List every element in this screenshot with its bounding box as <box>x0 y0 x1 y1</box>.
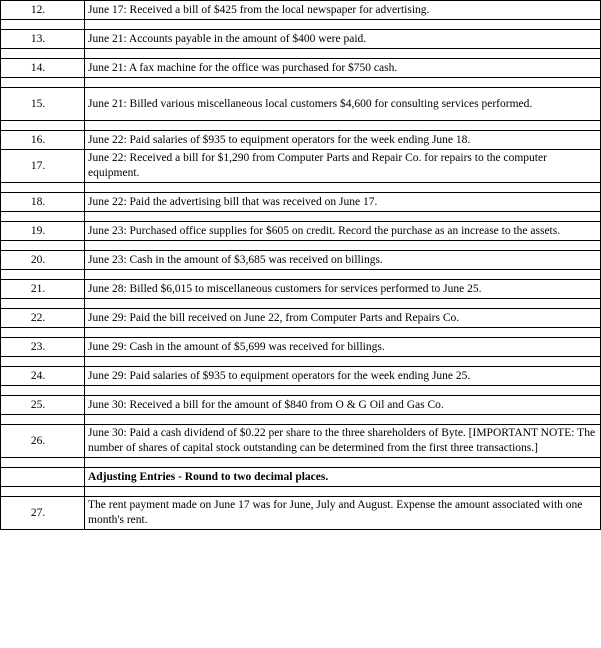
spacer-cell <box>85 49 601 59</box>
transaction-row <box>1 280 601 299</box>
transaction-row <box>1 1 601 20</box>
transaction-row <box>1 88 601 121</box>
row-number <box>1 468 85 487</box>
transaction-row <box>1 150 601 183</box>
row-number: 21. <box>1 280 85 299</box>
row-number: 16. <box>1 131 85 150</box>
spacer-cell <box>85 183 601 193</box>
spacer-cell <box>85 121 601 131</box>
spacer-cell <box>1 487 85 497</box>
row-number: 14. <box>1 59 85 78</box>
row-number: 13. <box>1 30 85 49</box>
spacer-cell <box>1 458 85 468</box>
transaction-description: June 22: Paid salaries of $935 to equipment operators for the week ending June 18. <box>85 131 601 150</box>
spacer-cell <box>85 299 601 309</box>
spacer-cell <box>1 357 85 367</box>
spacer-row <box>1 386 601 396</box>
spacer-row <box>1 183 601 193</box>
spacer-cell <box>1 270 85 280</box>
spacer-cell <box>1 328 85 338</box>
section-title: Adjusting Entries - Round to two decimal places. <box>85 468 601 487</box>
spacer-cell <box>1 299 85 309</box>
transaction-row <box>1 309 601 328</box>
spacer-cell <box>1 386 85 396</box>
transaction-row <box>1 131 601 150</box>
spacer-row <box>1 458 601 468</box>
transaction-row <box>1 30 601 49</box>
transaction-row <box>1 367 601 386</box>
spacer-cell <box>1 121 85 131</box>
spacer-cell <box>1 212 85 222</box>
row-number: 26. <box>1 425 85 458</box>
transaction-description: June 22: Paid the advertising bill that was received on June 17. <box>85 193 601 212</box>
transaction-description: June 21: A fax machine for the office was purchased for $750 cash. <box>85 59 601 78</box>
transaction-description: June 29: Paid salaries of $935 to equipment operators for the week ending June 25. <box>85 367 601 386</box>
spacer-row <box>1 121 601 131</box>
row-number: 27. <box>1 497 85 530</box>
spacer-cell <box>85 212 601 222</box>
spacer-cell <box>85 20 601 30</box>
spacer-cell <box>85 270 601 280</box>
row-number: 17. <box>1 150 85 183</box>
transaction-row <box>1 251 601 270</box>
spacer-cell <box>85 78 601 88</box>
spacer-cell <box>1 49 85 59</box>
spacer-row <box>1 78 601 88</box>
spacer-row <box>1 241 601 251</box>
transaction-row <box>1 396 601 415</box>
row-number: 15. <box>1 88 85 121</box>
row-number: 24. <box>1 367 85 386</box>
row-number: 25. <box>1 396 85 415</box>
transaction-description: June 30: Received a bill for the amount of $840 from O & G Oil and Gas Co. <box>85 396 601 415</box>
spacer-cell <box>85 386 601 396</box>
spacer-cell <box>85 487 601 497</box>
spacer-row <box>1 270 601 280</box>
spacer-row <box>1 415 601 425</box>
transaction-row <box>1 425 601 458</box>
transaction-row <box>1 338 601 357</box>
transaction-description: June 17: Received a bill of $425 from the local newspaper for advertising. <box>85 1 601 20</box>
transaction-description: June 29: Paid the bill received on June 22, from Computer Parts and Repairs Co. <box>85 309 601 328</box>
row-number: 22. <box>1 309 85 328</box>
transaction-row <box>1 193 601 212</box>
transaction-description: June 23: Purchased office supplies for $605 on credit. Record the purchase as an increase to the assets. <box>85 222 601 241</box>
spacer-cell <box>1 183 85 193</box>
transaction-description: June 21: Accounts payable in the amount of $400 were paid. <box>85 30 601 49</box>
transactions-table-body <box>1 1 601 530</box>
spacer-cell <box>1 241 85 251</box>
transaction-description: June 30: Paid a cash dividend of $0.22 per share to the three shareholders of Byte. [IMPORTANT NOTE: The number of shares of capital stock outstanding can be determined from the first three transactions.] <box>85 425 601 458</box>
spacer-row <box>1 212 601 222</box>
spacer-row <box>1 487 601 497</box>
row-number: 18. <box>1 193 85 212</box>
row-number: 12. <box>1 1 85 20</box>
spacer-row <box>1 20 601 30</box>
transaction-row <box>1 222 601 241</box>
row-number: 23. <box>1 338 85 357</box>
spacer-cell <box>1 415 85 425</box>
spacer-cell <box>85 415 601 425</box>
transaction-description: June 28: Billed $6,015 to miscellaneous customers for services performed to June 25. <box>85 280 601 299</box>
spacer-row <box>1 49 601 59</box>
spacer-row <box>1 357 601 367</box>
section-header-row <box>1 468 601 487</box>
transaction-row <box>1 59 601 78</box>
spacer-cell <box>1 20 85 30</box>
spacer-cell <box>1 78 85 88</box>
transaction-description: June 22: Received a bill for $1,290 from Computer Parts and Repair Co. for repairs to the computer equipment. <box>85 150 601 183</box>
transaction-description: June 21: Billed various miscellaneous local customers $4,600 for consulting services performed. <box>85 88 601 121</box>
spacer-row <box>1 328 601 338</box>
row-number: 20. <box>1 251 85 270</box>
spacer-cell <box>85 328 601 338</box>
transaction-description: June 23: Cash in the amount of $3,685 was received on billings. <box>85 251 601 270</box>
transaction-row <box>1 497 601 530</box>
row-number: 19. <box>1 222 85 241</box>
spacer-row <box>1 299 601 309</box>
spacer-cell <box>85 241 601 251</box>
transaction-description: June 29: Cash in the amount of $5,699 was received for billings. <box>85 338 601 357</box>
spacer-cell <box>85 357 601 367</box>
transaction-description: The rent payment made on June 17 was for June, July and August. Expense the amount associated with one month's rent. <box>85 497 601 530</box>
spacer-cell <box>85 458 601 468</box>
